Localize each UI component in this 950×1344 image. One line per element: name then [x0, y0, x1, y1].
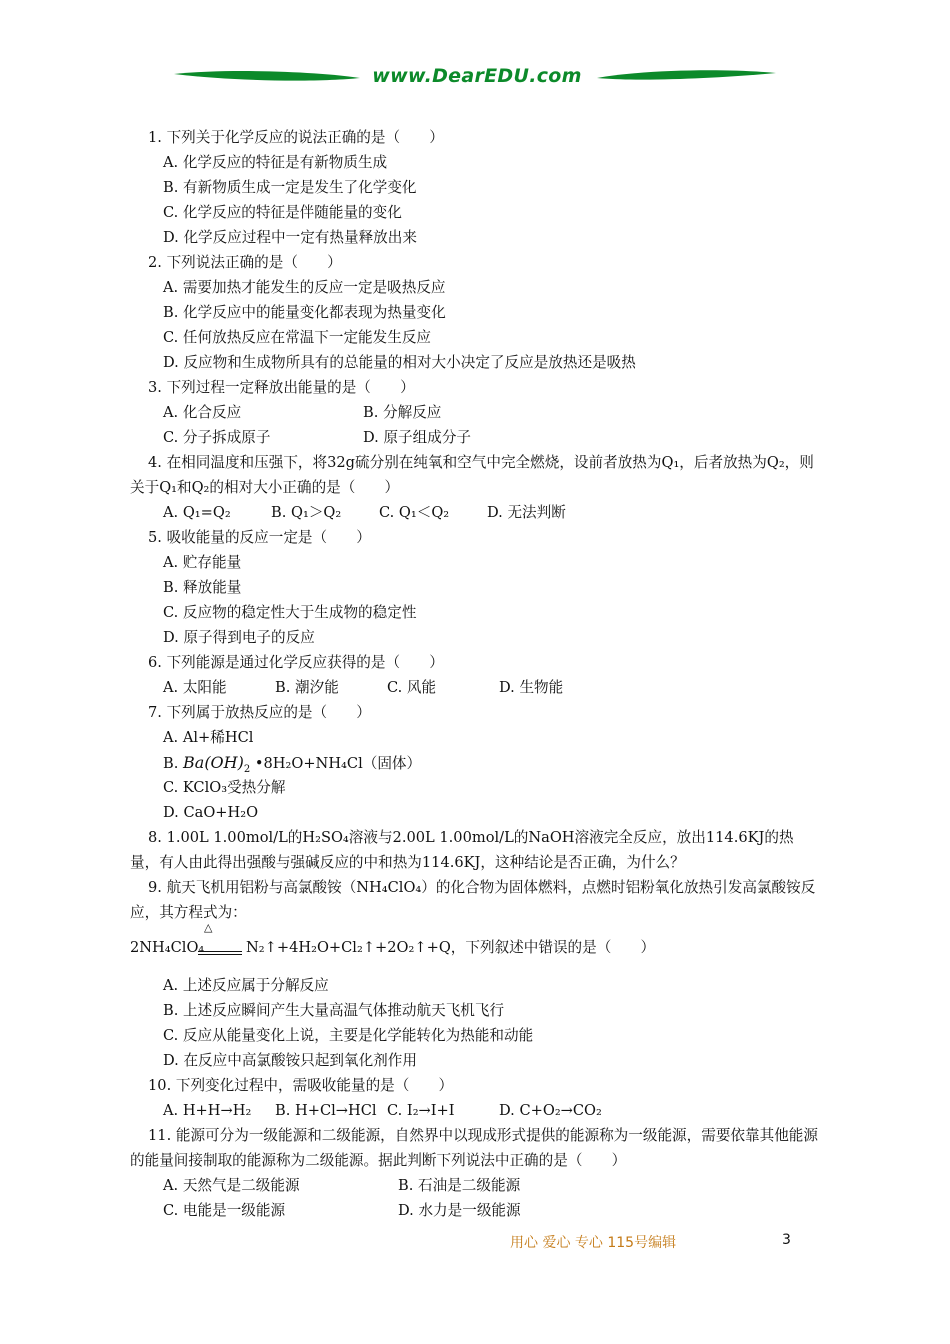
question-7-option-b	[130, 750, 820, 775]
question-11-stem: 11. 能源可分为一级能源和二级能源，自然界中以现成形式提供的能源称为一级能源，需要依靠其他能源的能量间接制取的能源称为二级能源。据此判断下列说法中正确的是（ ）	[130, 1127, 818, 1169]
question-10-option-c: C. I₂→I+I	[387, 1102, 455, 1119]
question-4-option-a: A. Q₁=Q₂	[163, 504, 231, 521]
question-1-option-b: B. 有新物质生成一定是发生了化学变化	[163, 179, 417, 196]
question-4-stem: 4. 在相同温度和压强下，将32g硫分别在纯氧和空气中完全燃烧，设前者放热为Q₁，后者放热为Q₂，则关于Q₁和Q₂的相对大小正确的是（ ）	[130, 454, 814, 496]
question-1-stem: 1. 下列关于化学反应的说法正确的是（ ）	[148, 129, 444, 146]
question-5-stem: 5. 吸收能量的反应一定是（ ）	[148, 529, 371, 546]
question-4-options	[130, 500, 820, 525]
question-4-option-b: B. Q₁＞Q₂	[271, 504, 342, 521]
question-6-option-a: A. 太阳能	[163, 679, 227, 696]
question-9-option-a: A. 上述反应属于分解反应	[163, 977, 329, 994]
question-11-option-c: C. 电能是一级能源	[163, 1202, 286, 1219]
question-7-option-a: A. Al+稀HCl	[163, 729, 254, 746]
equation-bar-top	[198, 951, 242, 952]
question-9-equation	[130, 921, 820, 963]
question-9-option-c: C. 反应从能量变化上说，主要是化学能转化为热能和动能	[163, 1027, 534, 1044]
question-2-option-b: B. 化学反应中的能量变化都表现为热量变化	[163, 304, 446, 321]
question-list	[130, 125, 820, 1223]
question-6-option-d: D. 生物能	[499, 679, 564, 696]
question-7-option-d: D. CaO+H₂O	[163, 804, 259, 821]
question-11-option-b: B. 石油是二级能源	[398, 1177, 521, 1194]
question-1-option-d: D. 化学反应过程中一定有热量释放出来	[163, 229, 417, 246]
question-10-stem: 10. 下列变化过程中，需吸收能量的是（ ）	[148, 1077, 454, 1094]
equation-products: N₂↑+4H₂O+Cl₂↑+2O₂↑+Q，下列叙述中错误的是（ ）	[246, 939, 656, 956]
question-5-option-a: A. 贮存能量	[163, 554, 242, 571]
question-3-stem: 3. 下列过程一定释放出能量的是（ ）	[148, 379, 415, 396]
equation-bar-bottom	[198, 954, 242, 955]
question-5-option-c: C. 反应物的稳定性大于生成物的稳定性	[163, 604, 417, 621]
question-3-option-c: C. 分子拆成原子	[163, 429, 271, 446]
question-1-option-c: C. 化学反应的特征是伴随能量的变化	[163, 204, 402, 221]
question-3-option-b: B. 分解反应	[363, 404, 442, 421]
footer-note: 用心 爱心 专心 115号编辑	[510, 1235, 677, 1251]
question-3-option-d: D. 原子组成分子	[363, 429, 472, 446]
question-3-options-row-2	[130, 425, 820, 450]
question-11-options-row-1	[130, 1173, 820, 1198]
question-11-options-row-2	[130, 1198, 820, 1223]
question-2-option-a: A. 需要加热才能发生的反应一定是吸热反应	[163, 279, 446, 296]
question-10-options	[130, 1098, 820, 1123]
question-5-option-b: B. 释放能量	[163, 579, 242, 596]
question-7-stem: 7. 下列属于放热反应的是（ ）	[148, 704, 371, 721]
question-2-stem: 2. 下列说法正确的是（ ）	[148, 254, 342, 271]
question-9-option-d: D. 在反应中高氯酸铵只起到氧化剂作用	[163, 1052, 417, 1069]
question-4-option-d: D. 无法判断	[487, 504, 566, 521]
question-1-option-a: A. 化学反应的特征是有新物质生成	[163, 154, 388, 171]
question-4-option-c: C. Q₁＜Q₂	[379, 504, 450, 521]
question-8-stem: 8. 1.00L 1.00mol/L的H₂SO₄溶液与2.00L 1.00mol/L的NaOH溶液完全反应，放出114.6KJ的热量，有人由此得出强酸与强碱反应的中和热为114.6KJ，这种结论是否正确，为什么？	[130, 829, 794, 871]
question-6-option-b: B. 潮汐能	[275, 679, 339, 696]
question-7-option-b-subscript: 2	[243, 763, 251, 775]
question-6-option-c: C. 风能	[387, 679, 437, 696]
equation-reactants: 2NH₄ClO₄	[130, 939, 205, 956]
site-logo-text[interactable]: www.DearEDU.com	[372, 65, 582, 87]
question-7-option-b-label: B.	[163, 755, 179, 772]
question-6-stem: 6. 下列能源是通过化学反应获得的是（ ）	[148, 654, 444, 671]
site-header	[172, 62, 778, 94]
question-3-options-row-1	[130, 400, 820, 425]
question-7-option-c: C. KClO₃受热分解	[163, 779, 286, 796]
question-11-option-d: D. 水力是一级能源	[398, 1202, 521, 1219]
question-9-option-b: B. 上述反应瞬间产生大量高温气体推动航天飞机飞行	[163, 1002, 505, 1019]
page-number: 3	[782, 1232, 791, 1248]
question-9-stem: 9. 航天飞机用铝粉与高氯酸铵（NH₄ClO₄）的化合物为固体燃料，点燃时铝粉氧化放热引发高氯酸铵反应，其方程式为：	[130, 879, 816, 921]
heat-delta-symbol: △	[204, 921, 213, 934]
question-2-option-c: C. 任何放热反应在常温下一定能发生反应	[163, 329, 432, 346]
question-5-option-d: D. 原子得到电子的反应	[163, 629, 315, 646]
question-3-option-a: A. 化合反应	[163, 404, 242, 421]
question-10-option-d: D. C+O₂→CO₂	[499, 1102, 602, 1119]
question-11-option-a: A. 天然气是二级能源	[163, 1177, 300, 1194]
question-6-options	[130, 675, 820, 700]
question-2-option-d: D. 反应物和生成物所具有的总能量的相对大小决定了反应是放热还是吸热	[163, 354, 636, 371]
question-7-option-b-rest: •8H₂O+NH₄Cl（固体）	[250, 755, 422, 772]
question-7-option-b-formula: Ba(OH)	[183, 753, 244, 772]
question-10-option-b: B. H+Cl→HCl	[275, 1102, 377, 1119]
question-10-option-a: A. H+H→H₂	[163, 1102, 252, 1119]
